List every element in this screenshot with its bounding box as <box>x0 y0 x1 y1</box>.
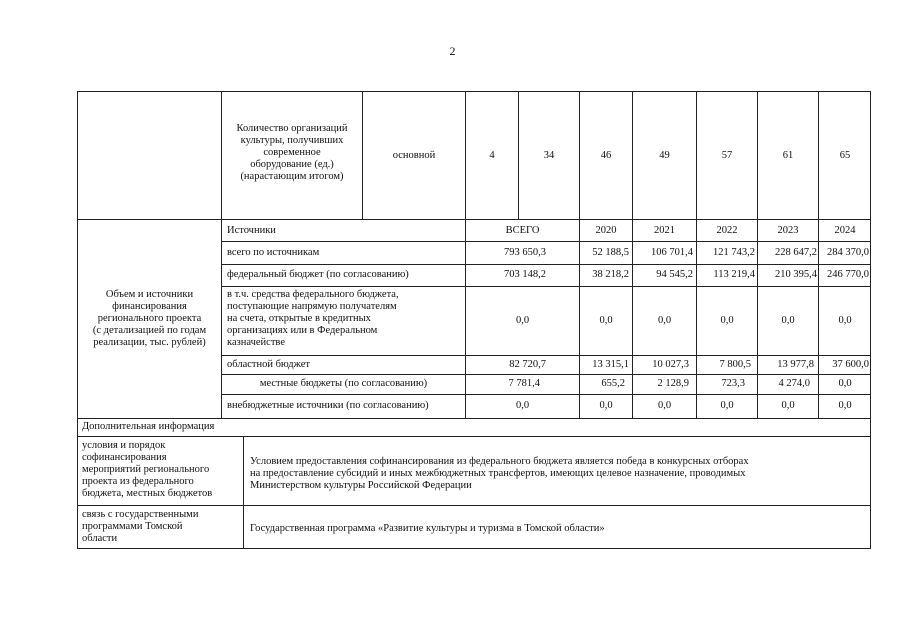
divider <box>221 286 871 287</box>
finance-header-2023: 2023 <box>777 225 799 236</box>
finance-row-total: 793 650,3 <box>504 247 546 258</box>
divider <box>221 374 871 375</box>
finance-row-label: внебюджетные источники (по согласованию) <box>227 400 429 411</box>
finance-cell: 0,0 <box>657 400 672 411</box>
additional-title: Дополнительная информация <box>82 421 215 432</box>
program-link-label: связь с государственными программами Томской области <box>82 509 199 544</box>
finance-row-label: местные бюджеты (по согласованию) <box>259 378 428 389</box>
finance-cell: 0,0 <box>781 315 795 326</box>
divider <box>77 436 871 437</box>
indicator-type: основной <box>392 150 436 161</box>
indicator-target: 34 <box>543 150 555 161</box>
conditions-text: Условием предоставления софинансирования из федерального бюджета является победа в конкурсных отборах на предоставление субсидий и иных межбюджетных трансфертов, имеющих целевое назначение, проводимых Министерством культуры Российской Федерации <box>250 456 749 491</box>
finance-row-label: в т.ч. средства федерального бюджета, поступающие напрямую получателям на счета, открытые в кредитных организациях или в Федеральном казначействе <box>227 289 399 348</box>
divider <box>221 264 871 265</box>
finance-cell: 121 743,2 <box>713 247 755 258</box>
finance-row-total: 7 781,4 <box>508 378 540 389</box>
program-link-text: Государственная программа «Развитие культуры и туризма в Томской области» <box>250 523 605 534</box>
finance-row-label: федеральный бюджет (по согласованию) <box>227 269 409 280</box>
finance-cell: 0,0 <box>599 315 613 326</box>
finance-cell: 7 800,5 <box>719 359 751 370</box>
finance-cell: 0,0 <box>720 400 734 411</box>
indicator-value-2022: 57 <box>721 150 733 161</box>
finance-header-2020: 2020 <box>595 225 617 236</box>
finance-header-total: ВСЕГО <box>505 225 540 236</box>
divider <box>77 505 871 506</box>
finance-cell: 0,0 <box>599 400 613 411</box>
divider <box>221 355 871 356</box>
divider <box>221 241 871 242</box>
indicator-base: 4 <box>489 150 495 161</box>
divider <box>221 91 222 418</box>
finance-cell: 655,2 <box>601 378 625 389</box>
finance-cell: 113 219,4 <box>713 269 755 280</box>
divider <box>77 219 871 220</box>
finance-cell: 2 128,9 <box>657 378 689 389</box>
finance-cell: 13 315,1 <box>592 359 629 370</box>
finance-cell: 0,0 <box>838 378 852 389</box>
indicator-value-2024: 65 <box>839 150 851 161</box>
conditions-label: условия и порядок софинансирования мероприятий регионального проекта из федерального бюджета, местных бюджетов <box>82 440 213 499</box>
finance-header-source: Источники <box>227 225 276 236</box>
indicator-value-2023: 61 <box>782 150 794 161</box>
finance-cell: 106 701,4 <box>651 247 693 258</box>
finance-cell: 210 395,4 <box>775 269 817 280</box>
finance-cell: 284 370,0 <box>827 247 869 258</box>
finance-label: Объем и источники финансирования регионального проекта (с детализацией по годам реализации, тыс. рублей) <box>92 289 207 348</box>
finance-row-label: всего по источникам <box>227 247 320 258</box>
indicator-value-2021: 49 <box>659 150 670 161</box>
finance-row-total: 82 720,7 <box>509 359 546 370</box>
page-number: 2 <box>449 44 456 58</box>
finance-cell: 10 027,3 <box>652 359 689 370</box>
finance-cell: 723,3 <box>721 378 745 389</box>
divider <box>243 436 244 549</box>
finance-cell: 228 647,2 <box>775 247 817 258</box>
finance-cell: 13 977,8 <box>777 359 814 370</box>
finance-cell: 0,0 <box>720 315 734 326</box>
indicator-name: Количество организаций культуры, получивших современное оборудование (ед.) (нарастающим итогом) <box>236 123 348 182</box>
finance-cell: 4 274,0 <box>778 378 810 389</box>
finance-row-total: 703 148,2 <box>504 269 546 280</box>
finance-cell: 0,0 <box>657 315 672 326</box>
finance-row-total: 0,0 <box>515 400 530 411</box>
finance-cell: 0,0 <box>781 400 795 411</box>
finance-row-total: 0,0 <box>515 315 530 326</box>
finance-cell: 246 770,0 <box>827 269 869 280</box>
finance-header-2024: 2024 <box>834 225 856 236</box>
finance-cell: 0,0 <box>838 400 852 411</box>
finance-cell: 52 188,5 <box>592 247 629 258</box>
finance-header-2021: 2021 <box>654 225 675 236</box>
finance-row-label: областной бюджет <box>227 359 310 370</box>
finance-cell: 94 545,2 <box>656 269 693 280</box>
indicator-value-2020: 46 <box>600 150 612 161</box>
divider <box>77 418 871 419</box>
finance-cell: 0,0 <box>838 315 852 326</box>
finance-cell: 38 218,2 <box>592 269 629 280</box>
divider <box>221 394 871 395</box>
finance-cell: 37 600,0 <box>832 359 869 370</box>
finance-header-2022: 2022 <box>716 225 738 236</box>
